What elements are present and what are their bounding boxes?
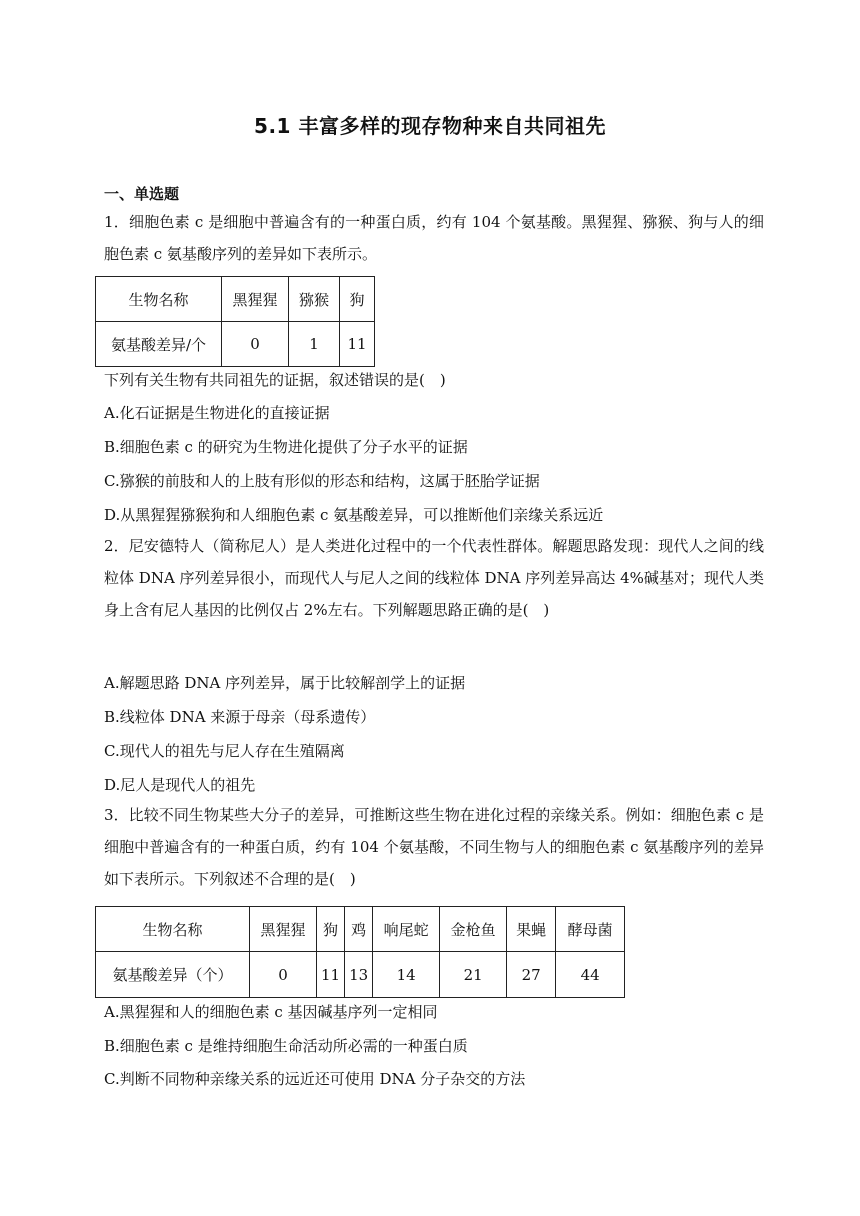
q3-table — [95, 906, 625, 998]
table-cell: 14 — [373, 952, 440, 998]
table-cell: 27 — [507, 952, 556, 998]
table-row — [96, 907, 625, 952]
page-title: 5.1 丰富多样的现存物种来自共同祖先 — [254, 114, 606, 138]
q2-option-c: C.现代人的祖先与尼人存在生殖隔离 — [104, 742, 345, 760]
table-cell: 1 — [289, 322, 340, 367]
q2-option-a: A.解题思路 DNA 序列差异，属于比较解剖学上的证据 — [104, 674, 466, 692]
q1-stem: 1．细胞色素 c 是细胞中普遍含有的一种蛋白质，约有 104 个氨基酸。黑猩猩、猕猴、狗与人的细胞色素 c 氨基酸序列的差异如下表所示。 — [104, 213, 764, 263]
table-row — [96, 322, 375, 367]
table-cell: 11 — [340, 322, 375, 367]
table-cell: 44 — [556, 952, 625, 998]
table-row — [96, 952, 625, 998]
q2-option-d: D.尼人是现代人的祖先 — [104, 776, 256, 794]
q2-option-b: B.线粒体 DNA 来源于母亲（母系遗传） — [104, 708, 376, 726]
table-cell: 鸡 — [345, 907, 373, 952]
q1-option-a: A.化石证据是生物进化的直接证据 — [104, 404, 330, 422]
table-cell: 生物名称 — [96, 907, 250, 952]
table-cell: 金枪鱼 — [440, 907, 507, 952]
q1-question: 下列有关生物有共同祖先的证据，叙述错误的是( ) — [104, 371, 446, 389]
table-cell: 狗 — [340, 277, 375, 322]
q1-table — [95, 276, 375, 367]
table-cell: 氨基酸差异（个） — [96, 952, 250, 998]
q1-option-d: D.从黑猩猩猕猴狗和人细胞色素 c 氨基酸差异，可以推断他们亲缘关系远近 — [104, 506, 604, 524]
table-cell: 狗 — [317, 907, 345, 952]
table-cell: 猕猴 — [289, 277, 340, 322]
table-cell: 果蝇 — [507, 907, 556, 952]
table-cell: 氨基酸差异/个 — [96, 322, 222, 367]
table-row — [96, 277, 375, 322]
table-cell: 响尾蛇 — [373, 907, 440, 952]
table-cell: 0 — [250, 952, 317, 998]
q3-stem: 3．比较不同生物某些大分子的差异，可推断这些生物在进化过程的亲缘关系。例如：细胞色素 c 是细胞中普遍含有的一种蛋白质，约有 104 个氨基酸，不同生物与人的细胞色素 c 氨基酸序列的差异如下表所示。下列叙述不合理的是( ) — [104, 806, 764, 888]
q1-option-b: B.细胞色素 c 的研究为生物进化提供了分子水平的证据 — [104, 438, 468, 456]
q3-option-c: C.判断不同物种亲缘关系的远近还可使用 DNA 分子杂交的方法 — [104, 1070, 526, 1088]
q1-option-c: C.猕猴的前肢和人的上肢有形似的形态和结构，这属于胚胎学证据 — [104, 472, 540, 490]
table-cell: 11 — [317, 952, 345, 998]
table-cell: 0 — [222, 322, 289, 367]
table-cell: 13 — [345, 952, 373, 998]
section-heading: 一、单选题 — [104, 185, 180, 203]
q3-option-a: A.黑猩猩和人的细胞色素 c 基因碱基序列一定相同 — [104, 1003, 438, 1021]
table-cell: 生物名称 — [96, 277, 222, 322]
q2-stem: 2．尼安德特人（简称尼人）是人类进化过程中的一个代表性群体。解题思路发现：现代人之间的线粒体 DNA 序列差异很小，而现代人与尼人之间的线粒体 DNA 序列差异高达 4%碱基对；现代人类身上含有尼人基因的比例仅占 2%左右。下列解题思路正确的是( ) — [104, 537, 764, 619]
table-cell: 黑猩猩 — [222, 277, 289, 322]
q3-option-b: B.细胞色素 c 是维持细胞生命活动所必需的一种蛋白质 — [104, 1037, 468, 1055]
table-cell: 黑猩猩 — [250, 907, 317, 952]
table-cell: 21 — [440, 952, 507, 998]
table-cell: 酵母菌 — [556, 907, 625, 952]
